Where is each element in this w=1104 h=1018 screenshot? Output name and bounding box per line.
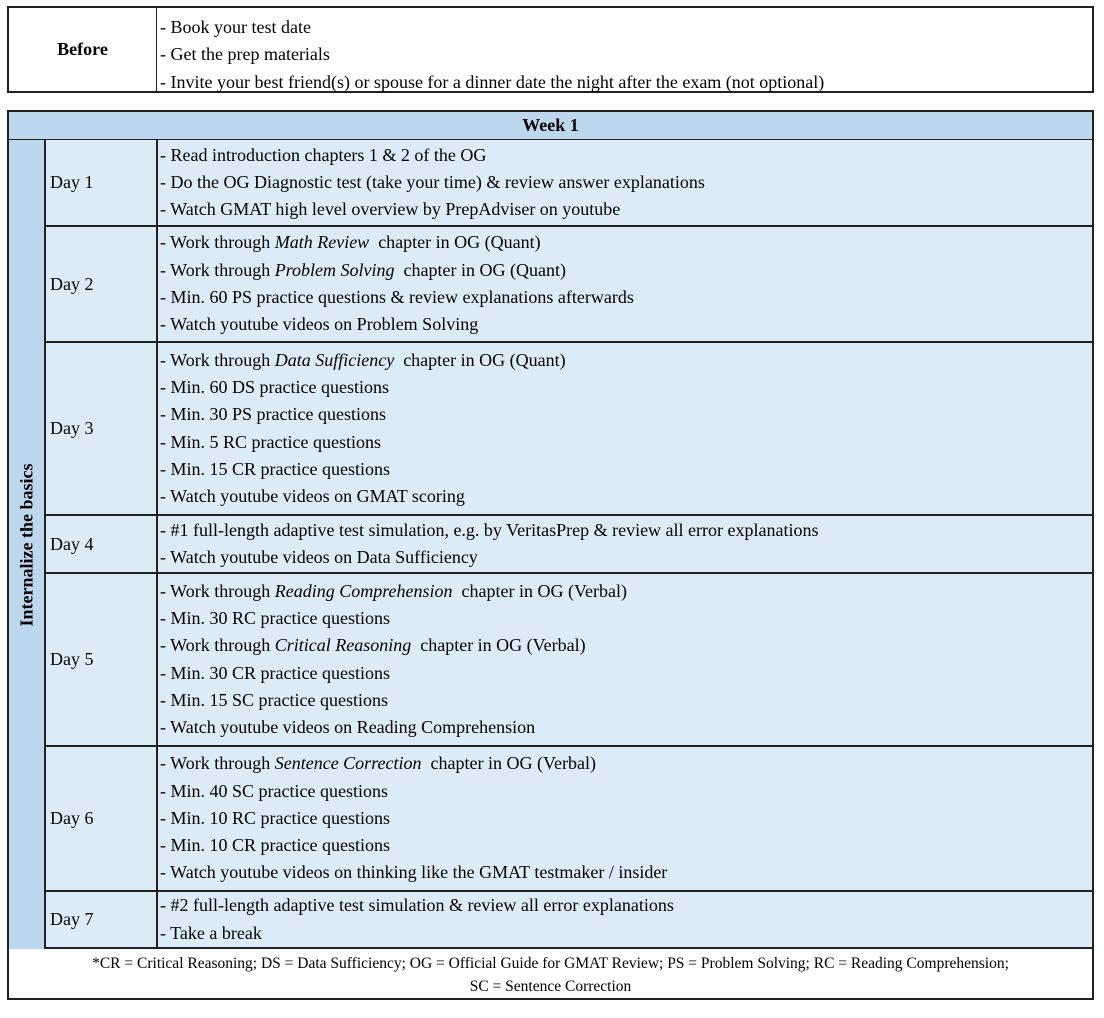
task-item bbox=[160, 374, 1092, 401]
task-text: chapter in OG (Quant) bbox=[394, 259, 566, 280]
task-item bbox=[160, 859, 1092, 886]
task-text: - Watch youtube videos on Reading Comprehension bbox=[160, 717, 536, 738]
task-emphasis: Problem Solving bbox=[274, 259, 395, 280]
footnote-line-1: *CR = Critical Reasoning; DS = Data Sufficiency; OG = Official Guide for GMAT Review; PS = Problem Solving; RC = Reading Comprehension; bbox=[92, 955, 1009, 972]
before-content bbox=[157, 8, 1092, 91]
task-text: - Min. 30 CR practice questions bbox=[160, 662, 390, 683]
task-text: chapter in OG (Verbal) bbox=[421, 753, 596, 774]
task-item bbox=[160, 169, 1092, 196]
task-item bbox=[160, 714, 1092, 741]
task-item bbox=[160, 142, 1092, 169]
phase-label-cell bbox=[9, 140, 46, 949]
task-text: - Min. 60 DS practice questions bbox=[160, 376, 389, 397]
task-text: - Min. 10 CR practice questions bbox=[160, 835, 390, 856]
task-emphasis: Sentence Correction bbox=[274, 753, 422, 774]
day-label-3: Day 3 bbox=[46, 343, 158, 516]
task-text: - Read introduction chapters 1 & 2 of the OG bbox=[160, 144, 487, 165]
before-item: - Get the prep materials bbox=[160, 44, 330, 65]
task-text: - Min. 15 CR practice questions bbox=[160, 458, 390, 479]
task-text: - #2 full-length adaptive test simulation & review all error explanations bbox=[160, 895, 674, 916]
task-text: - Min. 30 RC practice questions bbox=[160, 607, 390, 628]
day-tasks-7 bbox=[158, 892, 1092, 949]
task-item bbox=[160, 347, 1092, 374]
day-tasks-3 bbox=[158, 343, 1092, 516]
task-emphasis: Reading Comprehension bbox=[274, 580, 453, 601]
task-text: - Work through bbox=[160, 753, 275, 774]
task-item bbox=[160, 429, 1092, 456]
task-text: - Watch GMAT high level overview by PrepAdviser on youtube bbox=[160, 199, 621, 220]
task-text: - Work through bbox=[160, 232, 275, 253]
task-item bbox=[160, 284, 1092, 311]
task-text: chapter in OG (Verbal) bbox=[411, 635, 586, 656]
footnote-line-2: SC = Sentence Correction bbox=[469, 978, 632, 995]
day-tasks-6 bbox=[158, 747, 1092, 892]
abbreviations-footnote bbox=[9, 949, 1092, 998]
week-table bbox=[7, 110, 1094, 1000]
task-item bbox=[160, 229, 1092, 256]
day-label-5: Day 5 bbox=[46, 574, 158, 747]
task-text: - Min. 10 RC practice questions bbox=[160, 807, 390, 828]
day-tasks-5 bbox=[158, 574, 1092, 747]
task-text: - Watch youtube videos on GMAT scoring bbox=[160, 486, 465, 507]
task-item bbox=[160, 920, 1092, 947]
task-text: - Min. 60 PS practice questions & review explanations afterwards bbox=[160, 287, 634, 307]
task-item bbox=[160, 832, 1092, 859]
day-label-7: Day 7 bbox=[46, 892, 158, 949]
task-item bbox=[160, 750, 1092, 777]
task-item bbox=[160, 892, 1092, 919]
task-item bbox=[160, 483, 1092, 510]
task-item bbox=[160, 605, 1092, 632]
task-item bbox=[160, 578, 1092, 605]
task-emphasis: Math Review bbox=[274, 232, 370, 253]
day-label-4: Day 4 bbox=[46, 516, 158, 574]
task-text: - Min. 15 SC practice questions bbox=[160, 689, 388, 710]
task-item bbox=[160, 456, 1092, 483]
task-text: chapter in OG (Quant) bbox=[394, 349, 566, 370]
before-item: - Book your test date bbox=[160, 17, 311, 37]
before-item: - Invite your best friend(s) or spouse for a dinner date the night after the exam (not optional) bbox=[160, 71, 825, 92]
task-emphasis: Critical Reasoning bbox=[274, 635, 412, 656]
task-item bbox=[160, 257, 1092, 284]
task-item bbox=[160, 778, 1092, 805]
task-text: - Min. 30 PS practice questions bbox=[160, 404, 386, 425]
task-text: - #1 full-length adaptive test simulation, e.g. by VeritasPrep & review all error explanations bbox=[160, 519, 819, 540]
day-label-1: Day 1 bbox=[46, 140, 158, 227]
day-label-6: Day 6 bbox=[46, 747, 158, 892]
task-item bbox=[160, 660, 1092, 687]
task-item bbox=[160, 517, 1092, 544]
task-text: - Work through bbox=[160, 635, 275, 656]
task-text: - Min. 40 SC practice questions bbox=[160, 780, 388, 801]
task-text: - Min. 5 RC practice questions bbox=[160, 431, 381, 452]
task-text: chapter in OG (Verbal) bbox=[452, 580, 627, 601]
task-text: - Watch youtube videos on thinking like the GMAT testmaker / insider bbox=[160, 862, 668, 883]
task-text: - Do the OG Diagnostic test (take your time) & review answer explanations bbox=[160, 171, 705, 192]
task-item bbox=[160, 544, 1092, 571]
task-item bbox=[160, 687, 1092, 714]
before-table bbox=[7, 6, 1094, 93]
task-item bbox=[160, 632, 1092, 659]
phase-label: Internalize the basics bbox=[16, 463, 36, 626]
task-item bbox=[160, 401, 1092, 428]
day-tasks-1 bbox=[158, 140, 1092, 227]
task-item bbox=[160, 311, 1092, 338]
task-text: - Watch youtube videos on Problem Solving bbox=[160, 314, 479, 335]
week-header: Week 1 bbox=[9, 112, 1092, 140]
task-item bbox=[160, 196, 1092, 223]
day-tasks-2 bbox=[158, 227, 1092, 343]
task-item bbox=[160, 805, 1092, 832]
task-text: - Watch youtube videos on Data Sufficiency bbox=[160, 547, 478, 567]
day-tasks-4 bbox=[158, 516, 1092, 574]
task-emphasis: Data Sufficiency bbox=[274, 349, 395, 370]
day-label-2: Day 2 bbox=[46, 227, 158, 343]
task-text: - Work through bbox=[160, 349, 275, 370]
task-text: - Take a break bbox=[160, 922, 262, 943]
task-text: - Work through bbox=[160, 580, 275, 601]
task-text: - Work through bbox=[160, 259, 275, 280]
before-label: Before bbox=[9, 8, 157, 91]
task-text: chapter in OG (Quant) bbox=[369, 232, 541, 253]
